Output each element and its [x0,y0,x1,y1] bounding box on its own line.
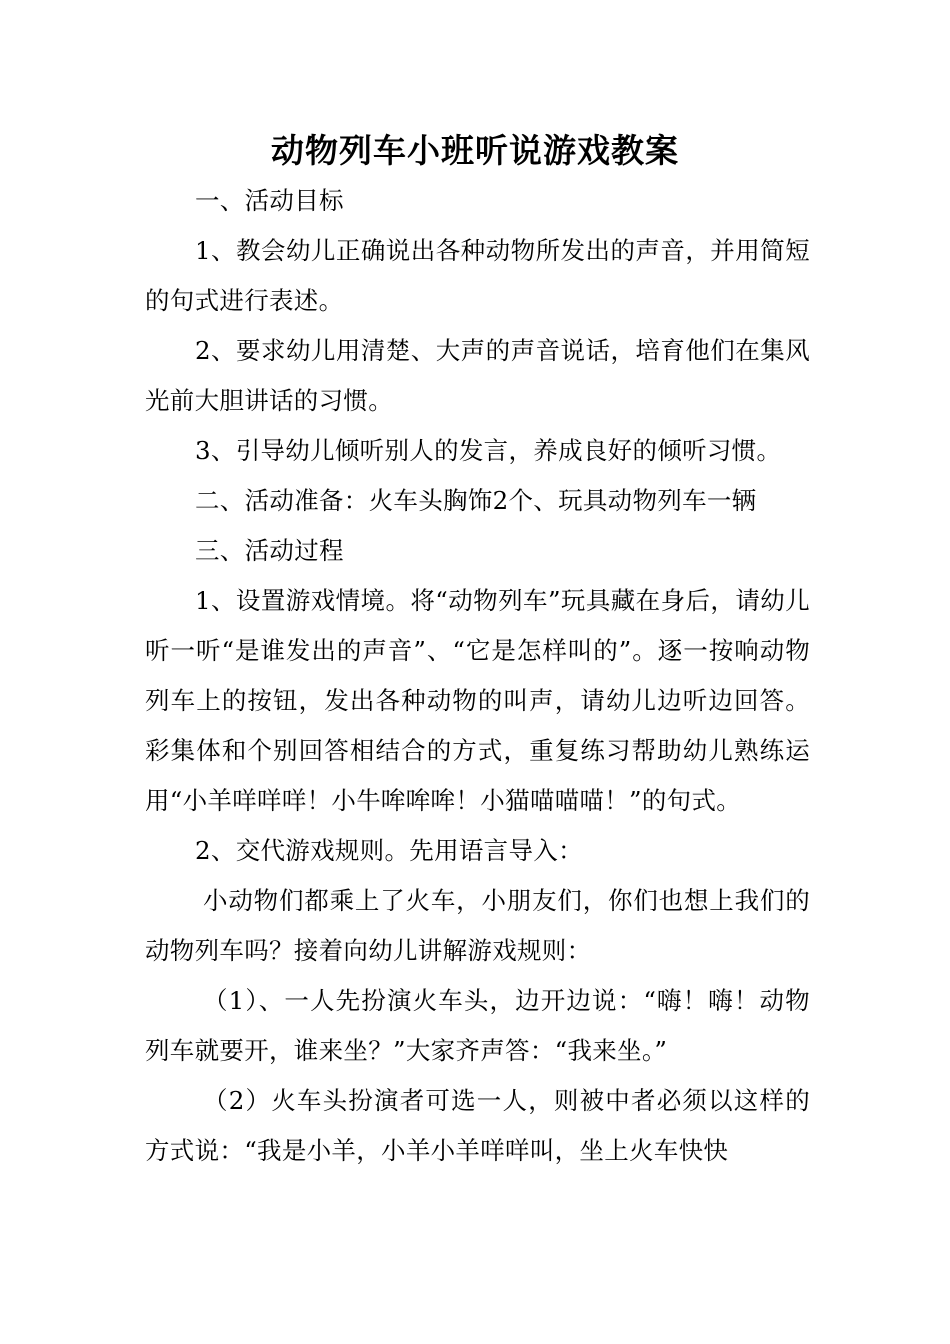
paragraph: 1、设置游戏情境。将“动物列车”玩具藏在身后，请幼儿听一听“是谁发出的声音”、“它是怎样叫的”。逐一按响动物列车上的按钮，发出各种动物的叫声，请幼儿边听边回答。彩集体和个别回答相结合的方式，重复练习帮助幼儿熟练运用“小羊咩咩咩！小牛哞哞哞！小猫喵喵喵！”的句式。 [145,586,810,815]
paragraph: 1、教会幼儿正确说出各种动物所发出的声音，并用简短的句式进行表述。 [145,236,810,315]
paragraph: 2、交代游戏规则。先用语言导入： [195,836,583,865]
section-heading-process: 三、活动过程 [195,536,344,565]
paragraph: 小动物们都乘上了火车，小朋友们，你们也想上我们的动物列车吗？接着向幼儿讲解游戏规则： [145,886,810,965]
document-title: 动物列车小班听说游戏教案 [271,131,679,170]
paragraph: （2）火车头扮演者可选一人，则被中者必须以这样的方式说：“我是小羊，小羊小羊咩咩叫，坐上火车快快 [145,1086,810,1165]
section-heading-preparation: 二、活动准备：火车头胸饰2个、玩具动物列车一辆 [195,486,757,515]
document-body [145,176,810,1176]
section-heading-goals: 一、活动目标 [195,186,344,215]
paragraph: （1）、一人先扮演火车头，边开边说：“嗨！嗨！动物列车就要开，谁来坐？”大家齐声答：“我来坐。” [145,986,810,1065]
paragraph: 3、引导幼儿倾听别人的发言，养成良好的倾听习惯。 [195,436,782,465]
paragraph: 2、要求幼儿用清楚、大声的声音说话，培育他们在集风光前大胆讲话的习惯。 [145,336,810,415]
